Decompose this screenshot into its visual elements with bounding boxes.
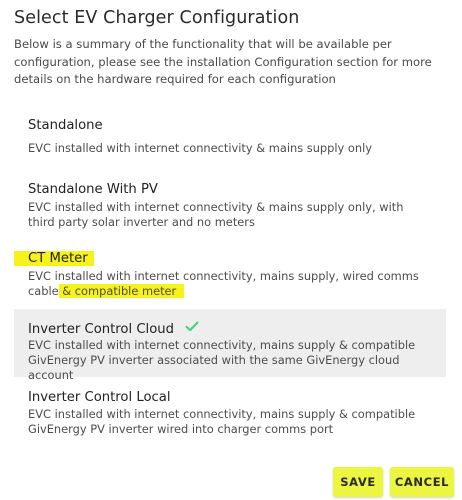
option-description-text: EVC installed with internet connectivity, mains supply, wired comms cable [28,269,419,298]
cancel-button[interactable]: CANCEL [390,467,454,497]
option-inverter-control-local[interactable] [14,386,446,438]
option-name: Standalone [28,118,103,133]
option-description: EVC installed with internet connectivity & mains supply only, with third party solar inverter and no meters [28,200,404,229]
option-name: Inverter Control Local [28,390,171,405]
option-standalone[interactable] [14,114,446,162]
option-ct-meter[interactable] [14,247,446,305]
dialog-intro: Below is a summary of the functionality that will be available per configuration, please see the installation Configuration section for more details on the hardware required for each configuration [14,37,432,86]
dialog-title: Select EV Charger Configuration [14,8,300,28]
option-description-highlight: & compatible meter [59,284,185,298]
option-name: CT Meter [14,251,94,266]
option-description: EVC installed with internet connectivity & mains supply only [28,141,373,155]
option-name: Standalone With PV [28,182,158,197]
option-description: EVC installed with internet connectivity, mains supply & compatible GivEnergy PV inverter wired into charger comms port [28,407,416,436]
checkmark-icon [185,317,199,336]
option-name: Inverter Control Cloud [28,322,175,337]
option-description: EVC installed with internet connectivity, mains supply & compatible GivEnergy PV inverter associated with the same GivEnergy cloud account [28,338,416,382]
option-description [28,269,432,299]
option-inverter-control-cloud[interactable] [14,309,446,382]
save-button[interactable]: SAVE [333,467,383,497]
option-standalone-with-pv[interactable] [14,178,446,236]
